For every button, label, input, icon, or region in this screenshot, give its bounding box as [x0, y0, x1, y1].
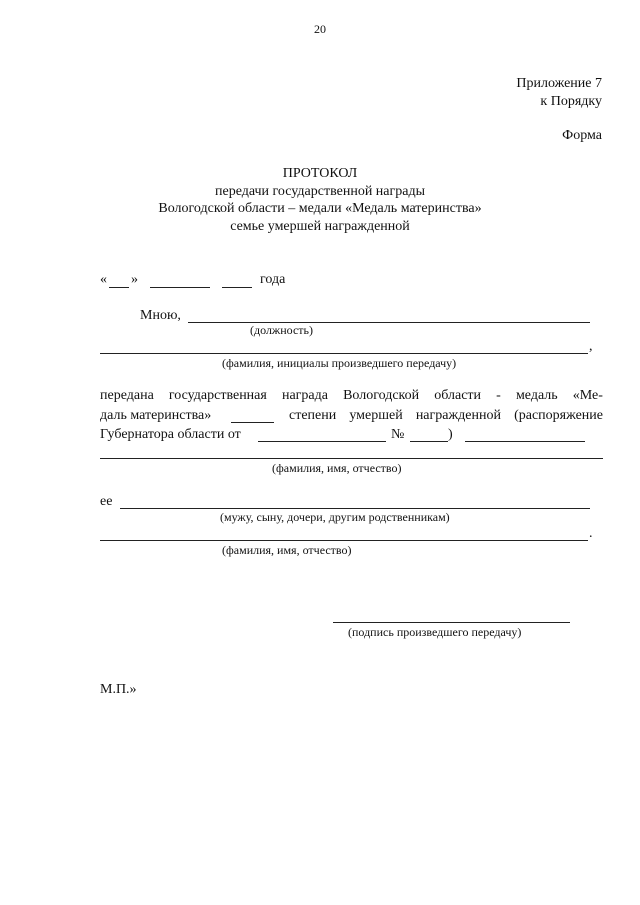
date-day-field[interactable]	[109, 287, 129, 288]
signature-field[interactable]	[333, 622, 570, 623]
date-year-field[interactable]	[222, 287, 252, 288]
word-degree: степени	[289, 408, 337, 423]
word-4: Вологодской	[343, 388, 420, 403]
signature-caption: (подпись произведшего передачу)	[348, 625, 522, 639]
transferor-name-caption: (фамилия, инициалы произведшего передачу)	[222, 356, 457, 370]
year-word: года	[260, 272, 286, 287]
comma: ,	[589, 339, 593, 354]
word-3: награда	[281, 388, 328, 403]
recipient-name-field[interactable]	[100, 540, 588, 541]
order-extra-field[interactable]	[465, 441, 585, 442]
date-close-quote: »	[131, 272, 138, 287]
word-awarded: награжденной	[415, 408, 501, 423]
word-6: -	[496, 388, 501, 403]
word-2: государственная	[168, 388, 267, 403]
period: .	[589, 526, 593, 541]
page-number: 20	[314, 22, 326, 36]
order-number-field[interactable]	[410, 441, 448, 442]
stamp-label: М.П.»	[100, 682, 137, 697]
close-paren: )	[448, 427, 453, 442]
date-open-quote: «	[100, 272, 107, 287]
order-date-field[interactable]	[258, 441, 386, 442]
relation-caption: (мужу, сыну, дочери, другим родственникам)	[220, 510, 450, 524]
appendix-label: Приложение 7	[516, 76, 602, 91]
paragraph-line-2-end	[289, 408, 603, 424]
deceased-name-field[interactable]	[100, 458, 603, 459]
by-me-label: Мною,	[140, 308, 181, 323]
title-line-2: Вологодской области – медали «Медаль материнства»	[158, 201, 482, 216]
transferor-name-field[interactable]	[100, 353, 588, 354]
document-title: ПРОТОКОЛ	[282, 166, 358, 181]
recipient-label: ее	[100, 494, 113, 509]
word-8: «Ме-	[572, 388, 603, 403]
word-deceased: умершей	[349, 408, 403, 423]
relation-field[interactable]	[120, 508, 590, 509]
title-line-1: передачи государственной награды	[214, 184, 425, 199]
paragraph-line-1	[100, 388, 603, 404]
number-sign: №	[391, 427, 405, 442]
paragraph-line-2-start: даль материнства»	[100, 408, 212, 423]
form-label: Форма	[562, 128, 602, 143]
word-order: (распоряжение	[514, 408, 603, 423]
recipient-name-caption: (фамилия, имя, отчество)	[222, 543, 352, 557]
paragraph-line-3-start: Губернатора области от	[100, 427, 241, 442]
order-reference: к Порядку	[540, 94, 602, 109]
word-5: области	[434, 388, 482, 403]
word-7: медаль	[515, 388, 558, 403]
title-line-3: семье умершей награжденной	[230, 219, 410, 234]
position-field[interactable]	[188, 322, 590, 323]
word-1: передана	[100, 388, 154, 403]
degree-field[interactable]	[231, 422, 274, 423]
date-month-field[interactable]	[150, 287, 210, 288]
deceased-name-caption: (фамилия, имя, отчество)	[272, 461, 402, 475]
position-caption: (должность)	[250, 323, 313, 337]
